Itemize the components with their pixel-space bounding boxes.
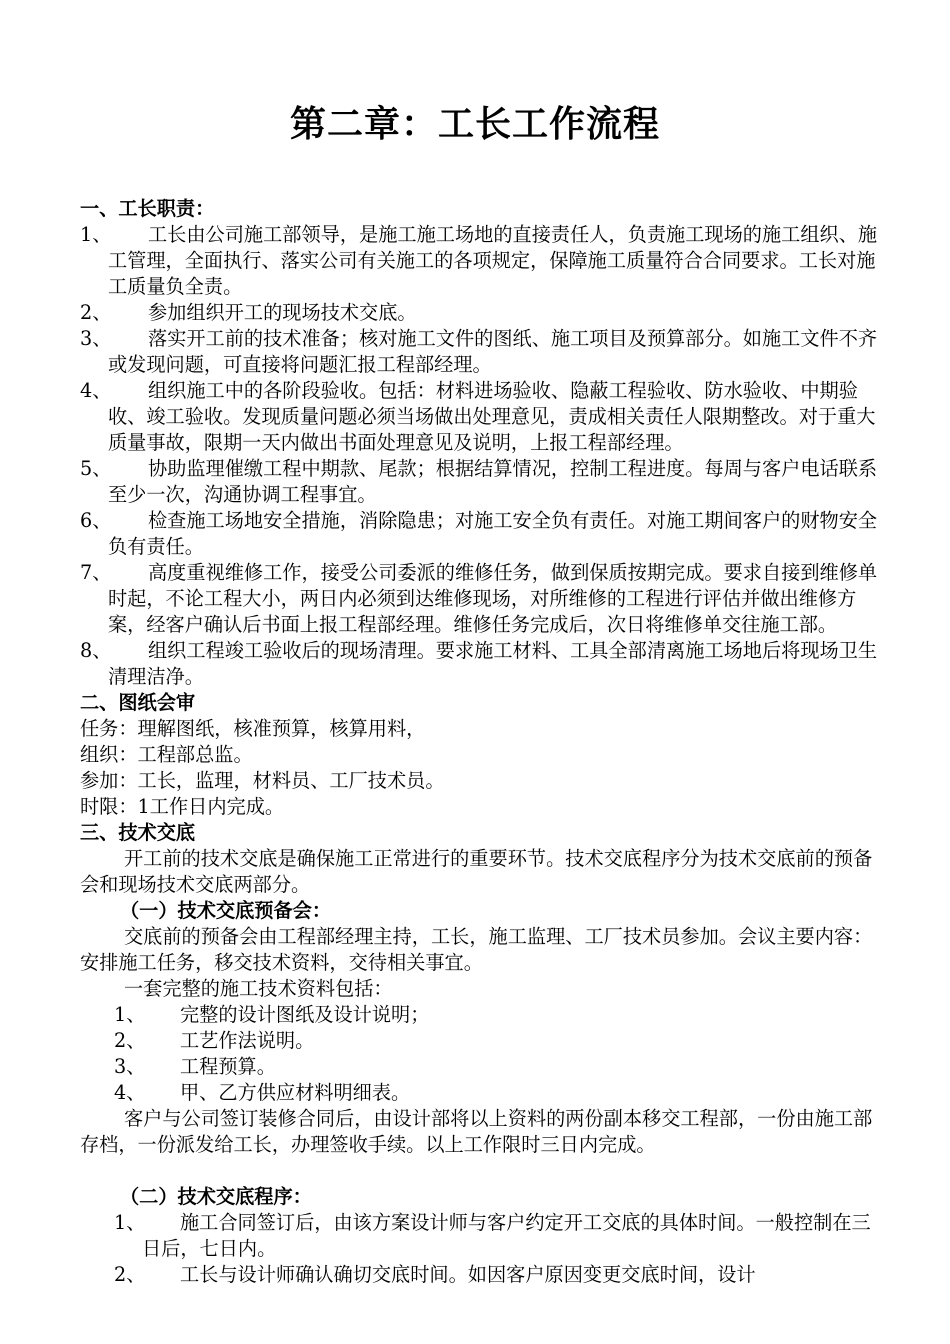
- list-item: [80, 222, 880, 300]
- list-item: [80, 326, 880, 378]
- item-number: 2、: [114, 1263, 146, 1286]
- section-heading-duties: 一、工长职责：: [80, 197, 215, 220]
- item-text: 检查施工场地安全措施，消除隐患；对施工安全负有责任。对施工期间客户的财物安全负有责任。: [108, 509, 878, 558]
- item-text: 甲、乙方供应材料明细表。: [180, 1081, 411, 1104]
- paragraph: 交底前的预备会由工程部经理主持，工长，施工监理、工厂技术员参加。会议主要内容：安排施工任务，移交技术资料，交待相关事宜。: [80, 925, 873, 974]
- item-number: 2、: [80, 301, 112, 324]
- item-number: 1、: [80, 223, 112, 246]
- item-number: 8、: [80, 639, 112, 662]
- section-heading-technical-briefing: 三、技术交底: [80, 821, 196, 844]
- item-number: 3、: [114, 1055, 146, 1078]
- item-text: 工长与设计师确认确切交底时间。如因客户原因变更交底时间，设计: [180, 1263, 756, 1286]
- item-text: 工艺作法说明。: [180, 1029, 315, 1052]
- section-heading-drawing-review: 二、图纸会审: [80, 691, 196, 714]
- item-number: 7、: [80, 561, 112, 584]
- item-number: 1、: [114, 1211, 146, 1234]
- spacer: [80, 1158, 880, 1184]
- item-text: 施工合同签订后，由该方案设计师与客户约定开工交底的具体时间。一般控制在三日后，七日内。: [142, 1211, 871, 1260]
- item-number: 2、: [114, 1029, 146, 1052]
- paragraph: 一套完整的施工技术资料包括：: [124, 977, 393, 1000]
- list-item: [80, 508, 880, 560]
- review-line: 组织：工程部总监。: [80, 743, 253, 766]
- item-number: 4、: [114, 1081, 146, 1104]
- item-text: 完整的设计图纸及设计说明；: [180, 1003, 430, 1026]
- document-body: [80, 196, 880, 1288]
- review-line: 任务：理解图纸，核准预算，核算用料，: [80, 717, 426, 740]
- list-item: [80, 560, 880, 638]
- item-number: 1、: [114, 1003, 146, 1026]
- item-text: 落实开工前的技术准备；核对施工文件的图纸、施工项目及预算部分。如施工文件不齐或发现问题，可直接将问题汇报工程部经理。: [108, 327, 878, 376]
- item-text: 协助监理催缴工程中期款、尾款；根据结算情况，控制工程进度。每周与客户电话联系至少一次，沟通协调工程事宜。: [108, 457, 878, 506]
- review-line: 时限：1工作日内完成。: [80, 795, 285, 818]
- list-item: [80, 1210, 880, 1262]
- list-item: [80, 378, 880, 456]
- list-item: [80, 1002, 880, 1028]
- list-item: [80, 300, 880, 326]
- item-text: 工长由公司施工部领导，是施工施工场地的直接责任人，负责施工现场的施工组织、施工管理，全面执行、落实公司有关施工的各项规定，保障施工质量符合合同要求。工长对施工质量负全责。: [108, 223, 878, 298]
- item-text: 组织工程竣工验收后的现场清理。要求施工材料、工具全部清离施工场地后将现场卫生清理洁净。: [108, 639, 878, 688]
- paragraph: 开工前的技术交底是确保施工正常进行的重要环节。技术交底程序分为技术交底前的预备会和现场技术交底两部分。: [80, 847, 873, 896]
- item-number: 3、: [80, 327, 112, 350]
- item-text: 高度重视维修工作，接受公司委派的维修任务，做到保质按期完成。要求自接到维修单时起，不论工程大小，两日内必须到达维修现场，对所维修的工程进行评估并做出维修方案，经客户确认后书面上报工程部经理。维修任务完成后，次日将维修单交往施工部。: [108, 561, 878, 636]
- item-number: 4、: [80, 379, 112, 402]
- subsection-heading-briefing-procedure: （二）技术交底程序：: [120, 1185, 312, 1208]
- review-line: 参加：工长，监理，材料员、工厂技术员。: [80, 769, 445, 792]
- list-item: [80, 1262, 880, 1288]
- item-text: 组织施工中的各阶段验收。包括：材料进场验收、隐蔽工程验收、防水验收、中期验收、竣工验收。发现质量问题必须当场做出处理意见，责成相关责任人限期整改。对于重大质量事故，限期一天内做出书面处理意见及说明，上报工程部经理。: [108, 379, 876, 454]
- item-text: 工程预算。: [180, 1055, 276, 1078]
- page-title: 第二章：工长工作流程: [289, 103, 660, 145]
- paragraph: 客户与公司签订装修合同后，由设计部将以上资料的两份副本移交工程部，一份由施工部存档，一份派发给工长，办理签收手续。以上工作限时三日内完成。: [80, 1107, 873, 1156]
- item-number: 5、: [80, 457, 112, 480]
- list-item: [80, 638, 880, 690]
- item-number: 6、: [80, 509, 112, 532]
- list-item: [80, 1054, 880, 1080]
- list-item: [80, 1028, 880, 1054]
- list-item: [80, 456, 880, 508]
- subsection-heading-prep-meeting: （一）技术交底预备会：: [120, 899, 332, 922]
- list-item: [80, 1080, 880, 1106]
- item-text: 参加组织开工的现场技术交底。: [148, 301, 417, 324]
